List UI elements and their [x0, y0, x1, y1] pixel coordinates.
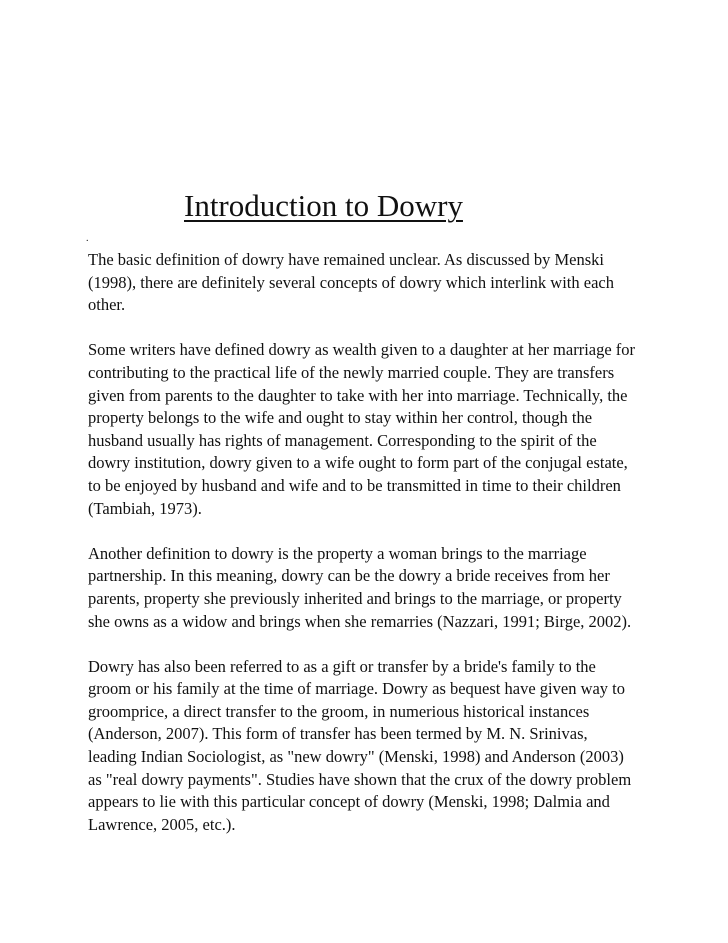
text-line: parents, property she previously inherited and brings to the marriage, or property — [88, 588, 622, 608]
stray-mark: . — [86, 233, 89, 244]
text-line: groom or his family at the time of marriage. Dowry as bequest have given way to — [88, 679, 626, 699]
text-line: property belongs to the wife and ought to stay within her control, though the — [88, 408, 593, 428]
text-line: (Tambiah, 1973). — [88, 498, 202, 518]
text-line: groomprice, a direct transfer to the groom, in numerious historical instances — [88, 701, 590, 721]
text-line: husband usually has rights of management. Corresponding to the spirit of the — [88, 430, 597, 450]
text-line: she owns as a widow and brings when she remarries (Nazzari, 1991; Birge, 2002). — [88, 611, 632, 631]
text-line: given from parents to the daughter to take with her into marriage. Technically, the — [88, 385, 628, 405]
text-line: dowry institution, dowry given to a wife ought to form part of the conjugal estate, — [88, 453, 628, 473]
text-line: to be enjoyed by husband and wife and to be transmitted in time to their children — [88, 475, 621, 495]
text-line: leading Indian Sociologist, as "new dowry" (Menski, 1998) and Anderson (2003) — [88, 747, 624, 767]
text-line: Lawrence, 2005, etc.). — [88, 814, 236, 834]
text-line: The basic definition of dowry have remained unclear. As discussed by Menski — [88, 250, 604, 269]
paragraph-3 — [88, 543, 648, 633]
text-line: Dowry has also been referred to as a gift or transfer by a bride's family to the — [88, 656, 596, 676]
text-line: other. — [88, 295, 126, 315]
text-line: as "real dowry payments". Studies have shown that the crux of the dowry problem — [88, 769, 632, 789]
page-title: Introduction to Dowry — [184, 188, 463, 223]
paragraph-1 — [88, 249, 648, 317]
text-line: Some writers have defined dowry as wealth given to a daughter at her marriage for — [88, 340, 636, 360]
text-line: Another definition to dowry is the property a woman brings to the marriage — [88, 543, 587, 563]
text-line: (Anderson, 2007). This form of transfer has been termed by M. N. Srinivas, — [88, 724, 588, 744]
paragraph-4 — [88, 656, 648, 837]
text-line: (1998), there are definitely several concepts of dowry which interlink with each — [88, 272, 614, 292]
text-line: partnership. In this meaning, dowry can be the dowry a bride receives from her — [88, 566, 610, 586]
text-line: contributing to the practical life of the newly married couple. They are transfers — [88, 362, 615, 382]
paragraph-2 — [88, 339, 648, 520]
body-text — [88, 249, 648, 859]
text-line: appears to lie with this particular concept of dowry (Menski, 1998; Dalmia and — [88, 792, 610, 812]
